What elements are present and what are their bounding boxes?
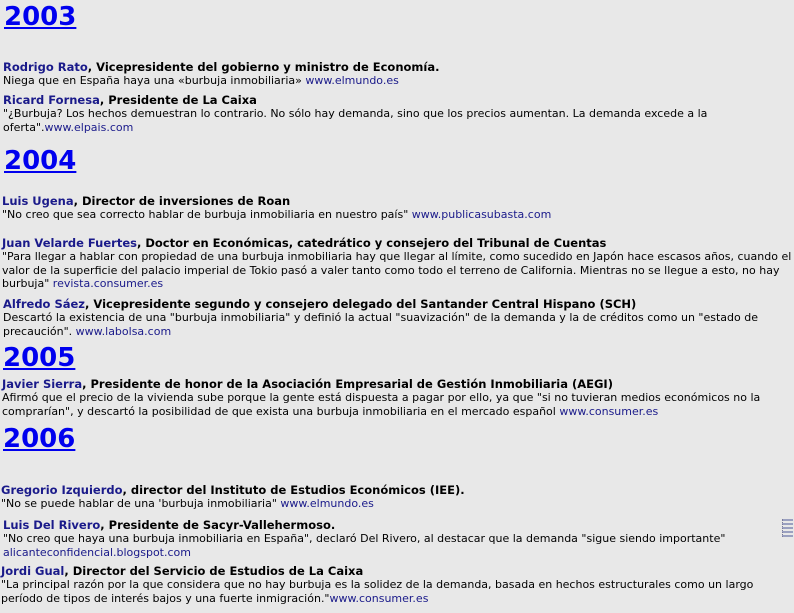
speaker-title: , Vicepresidente del gobierno y ministro de Economía. — [87, 60, 440, 74]
quote-text — [2, 250, 792, 291]
speaker-line — [2, 377, 792, 391]
speaker-line — [3, 93, 743, 107]
speaker-title: , director del Instituto de Estudios Económicos (IEE). — [122, 483, 465, 497]
speaker-line — [3, 518, 773, 532]
quote-text — [1, 578, 791, 605]
speaker-name-link[interactable]: Luis Del Rivero — [3, 518, 101, 532]
speaker-line — [2, 236, 792, 250]
speaker-line — [2, 194, 782, 208]
speaker-name-link[interactable]: Alfredo Sáez — [3, 297, 85, 311]
speaker-title: , Presidente de honor de la Asociación Empresarial de Gestión Inmobiliaria (AEGI) — [82, 377, 613, 391]
speaker-name-link[interactable]: Javier Sierra — [2, 377, 83, 391]
speaker-title: , Director de inversiones de Roan — [73, 194, 291, 208]
quote-body: "No creo que haya una burbuja inmobiliaria en España", declaró Del Rivero, al destacar que la demanda "sigue siendo importante" — [3, 532, 726, 545]
speaker-title: , Vicepresidente segundo y consejero delegado del Santander Central Hispano (SCH) — [85, 297, 637, 311]
quote-body: "¿Burbuja? Los hechos demuestran lo contrario. No sólo hay demanda, sino que los precios aumentan. La demanda excede a la oferta". — [3, 107, 708, 134]
quote-text — [2, 208, 782, 222]
source-link[interactable]: www.labolsa.com — [75, 324, 172, 338]
speaker-line — [1, 483, 781, 497]
quote-body: "No se puede hablar de una 'burbuja inmobiliaria" — [1, 497, 281, 510]
speaker-title: , Presidente de Sacyr-Vallehermoso. — [100, 518, 336, 532]
speaker-name-link[interactable]: Jordi Gual — [1, 564, 65, 578]
source-link[interactable]: www.elpais.com — [44, 120, 134, 134]
quote-body: Afirmó que el precio de la vivienda sube porque la gente está dispuesta a pagar por ello, ya que "si no tuvieran medios económicos no la comprarían", y descartó la posibilidad de que exista una burbuja inmobiliaria en el mercado español — [2, 391, 761, 418]
year-heading-2003[interactable]: 2003 — [4, 2, 77, 32]
speaker-line — [3, 297, 791, 311]
quote-text — [3, 311, 791, 338]
source-link[interactable]: www.consumer.es — [329, 591, 429, 605]
quote-entry — [3, 518, 773, 559]
quote-entry — [3, 93, 743, 134]
quote-body: "No creo que sea correcto hablar de burbuja inmobiliaria en nuestro país" — [2, 208, 412, 221]
quote-body: "La principal razón por la que considera que no hay burbuja es la solidez de la demanda, basada en hechos estructurales como un largo período de tipos de interés bajos y una fuerte inmigración." — [1, 578, 754, 605]
source-link[interactable]: alicanteconfidencial.blogspot.com — [3, 545, 191, 559]
speaker-line — [3, 60, 783, 74]
quote-text — [3, 107, 743, 134]
broken-image-icon — [782, 519, 793, 537]
year-heading-2004[interactable]: 2004 — [4, 146, 77, 176]
speaker-line — [1, 564, 791, 578]
quote-entry — [1, 483, 781, 511]
year-heading-2006[interactable]: 2006 — [3, 424, 76, 454]
quote-body: Niega que en España haya una «burbuja inmobiliaria» — [3, 74, 306, 87]
quote-entry — [2, 194, 782, 222]
quote-text — [1, 497, 781, 511]
source-link[interactable]: www.elmundo.es — [280, 497, 374, 510]
speaker-title: , Doctor en Económicas, catedrático y consejero del Tribunal de Cuentas — [136, 236, 607, 250]
quote-text — [3, 74, 783, 88]
quote-body: "Para llegar a hablar con propiedad de una burbuja inmobiliaria hay que llegar al límite, como sucedido en Japón hace escasos años, cuando el valor de la superficie del palacio imperial de Tokio pasó a valer tanto como todo el terreno de California. Mientras no se llegue a esto, no hay burbuja" — [2, 250, 792, 290]
quote-text — [2, 391, 792, 418]
speaker-name-link[interactable]: Ricard Fornesa — [3, 93, 100, 107]
source-link[interactable]: revista.consumer.es — [52, 277, 164, 290]
year-heading-2005[interactable]: 2005 — [3, 343, 76, 373]
quote-entry — [3, 297, 791, 338]
quote-text — [3, 532, 773, 559]
quote-entry — [3, 60, 783, 88]
speaker-title: , Presidente de La Caixa — [99, 93, 257, 107]
quote-body: Descartó la existencia de una "burbuja inmobiliaria" y definió la actual "suavización" de la demanda y la de créditos como un "estado de precaución". — [3, 311, 758, 338]
quote-entry — [2, 236, 792, 291]
speaker-name-link[interactable]: Rodrigo Rato — [3, 60, 88, 74]
quote-entry — [2, 377, 792, 418]
speaker-name-link[interactable]: Gregorio Izquierdo — [1, 483, 123, 497]
source-link[interactable]: www.consumer.es — [559, 404, 659, 418]
source-link[interactable]: www.publicasubasta.com — [411, 208, 552, 221]
quote-entry — [1, 564, 791, 605]
speaker-name-link[interactable]: Juan Velarde Fuertes — [2, 236, 137, 250]
source-link[interactable]: www.elmundo.es — [305, 74, 399, 87]
speaker-name-link[interactable]: Luis Ugena — [2, 194, 74, 208]
speaker-title: , Director del Servicio de Estudios de La Caixa — [64, 564, 364, 578]
